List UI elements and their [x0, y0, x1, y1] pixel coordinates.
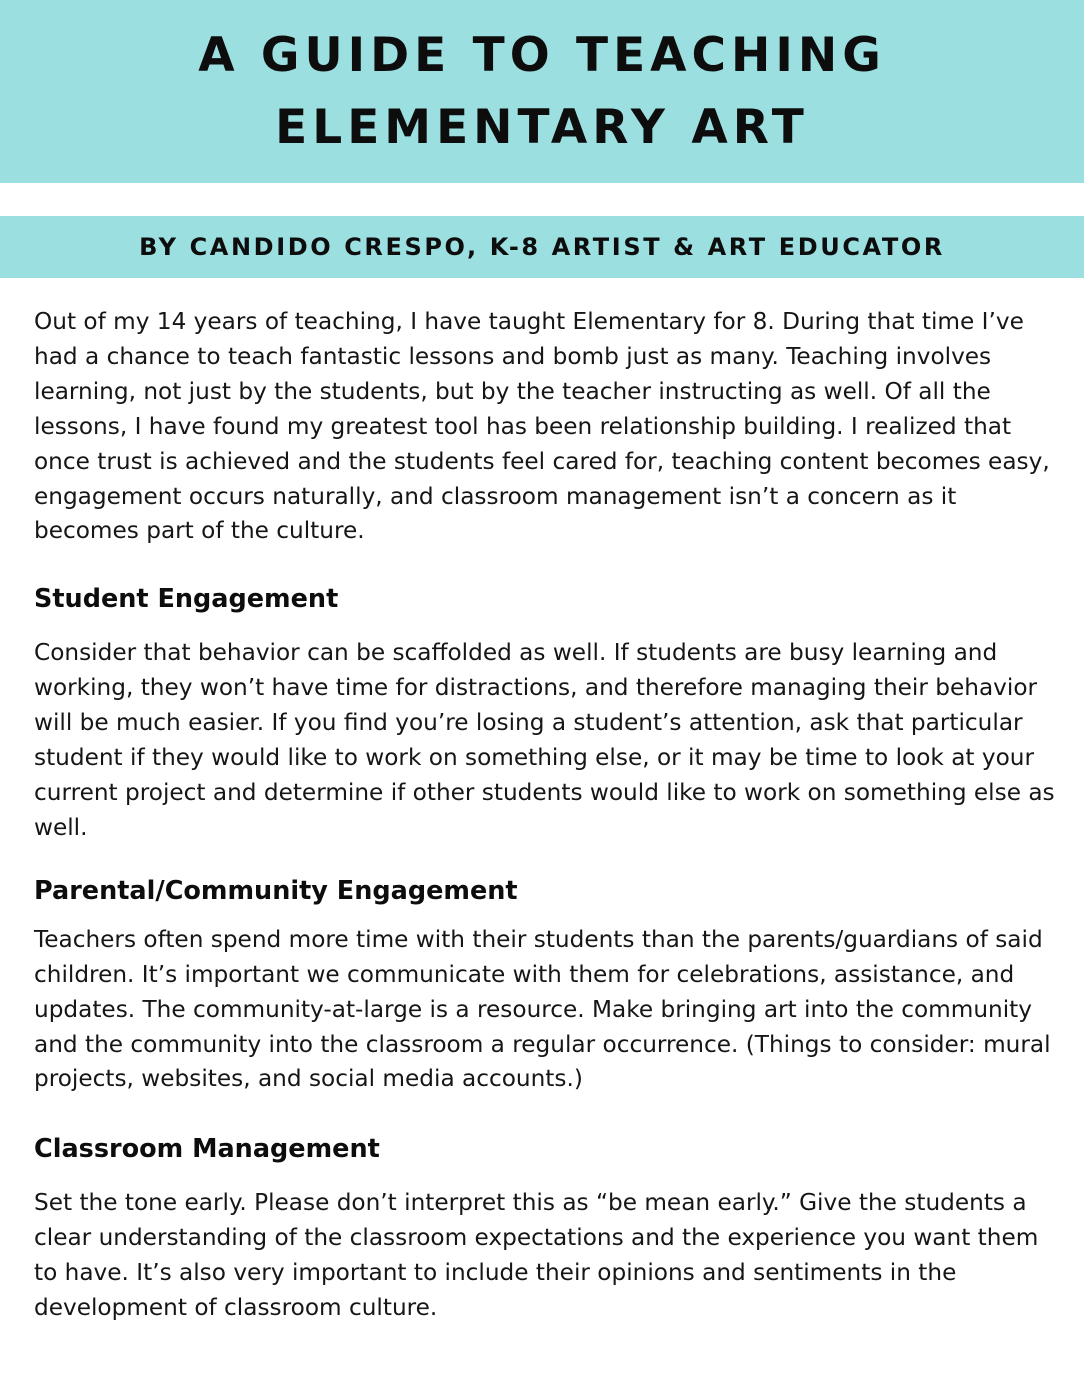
byline-banner [0, 216, 1084, 278]
title-banner [0, 0, 1084, 183]
section-body-student-engagement: Consider that behavior can be scaffolded as well. If students are busy learning and working, they won’t have time for distractions, and therefore managing their behavior will be much easier. If you find you’re losing a student’s attention, ask that particular student if they would like to work on something else, or it may be time to look at your current project and determine if other students would like to work on something else as well. [34, 639, 1055, 841]
section-heading-parental-community-engagement: Parental/Community Engagement [34, 875, 518, 906]
title-line-2: ELEMENTARY ART [275, 99, 809, 155]
section-heading-classroom-management: Classroom Management [34, 1134, 380, 1165]
article-body [34, 305, 1064, 1326]
intro-paragraph: Out of my 14 years of teaching, I have taught Elementary for 8. During that time I’ve had a chance to teach fantastic lessons and bomb just as many. Teaching involves learning, not just by the students, but by the teacher instructing as well. Of all the lessons, I have found my greatest tool has been relationship building. I realized that once trust is achieved and the students feel cared for, teaching content becomes easy, engagement occurs naturally, and classroom management isn’t a concern as it becomes part of the culture. [34, 308, 1050, 545]
title-line-1: A GUIDE TO TEACHING [198, 27, 886, 83]
section-heading-student-engagement: Student Engagement [34, 584, 339, 615]
section-body-parental-community-engagement: Teachers often spend more time with their students than the parents/guardians of said children. It’s important we communicate with them for celebrations, assistance, and updates. The community-at-large is a resource. Make bringing art into the community and the community into the classroom a regular occurrence. (Things to consider: mural projects, websites, and social media accounts.) [34, 925, 1051, 1093]
section-body-classroom-management: Set the tone early. Please don’t interpret this as “be mean early.” Give the students a clear understanding of the classroom expectations and the experience you want them to have. It’s also very important to include their opinions and sentiments in the development of classroom culture. [34, 1189, 1039, 1322]
author-byline: BY CANDIDO CRESPO, K-8 ARTIST & ART EDUCATOR [139, 233, 945, 261]
